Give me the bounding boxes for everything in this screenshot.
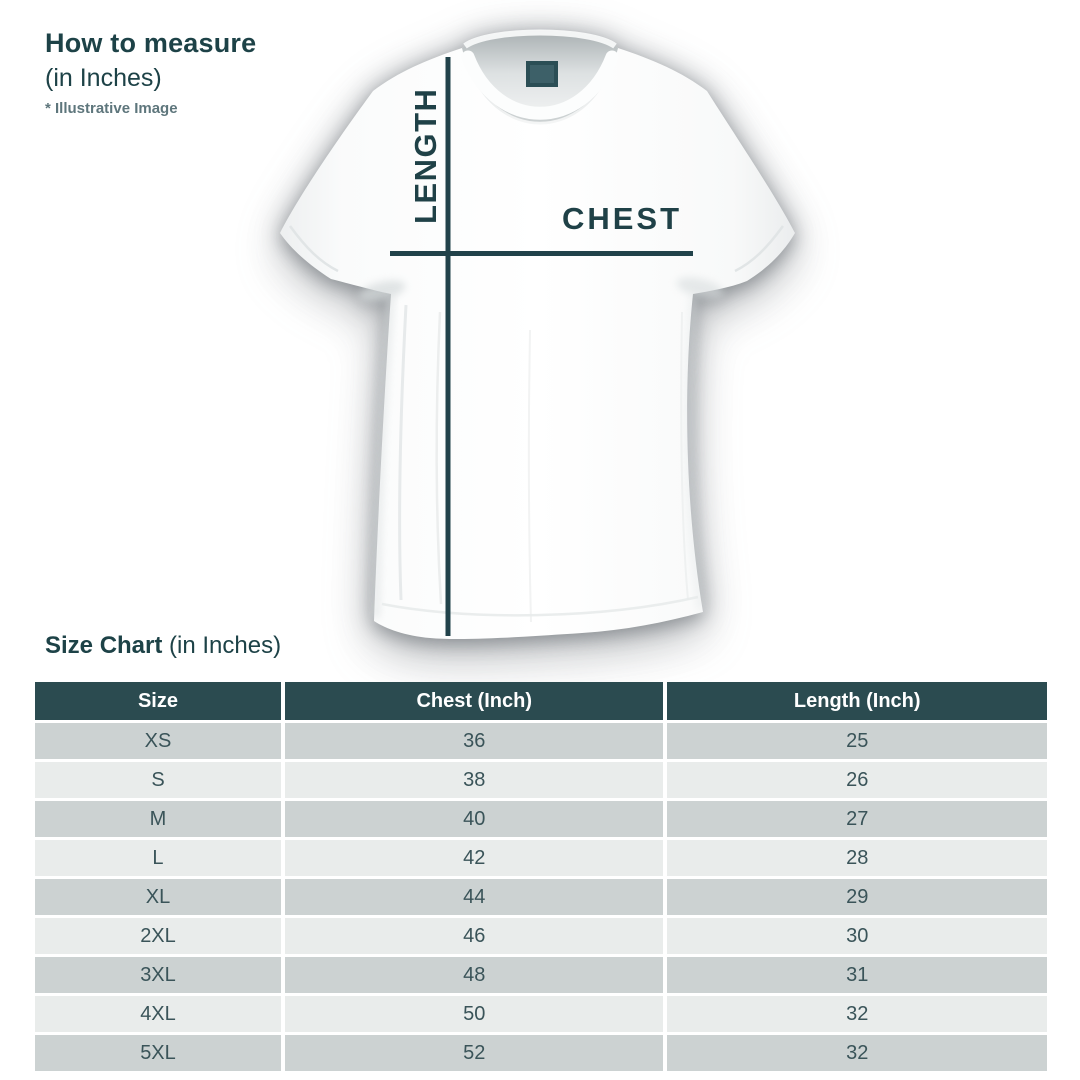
table-cell: 27 bbox=[667, 801, 1047, 837]
tshirt-svg bbox=[230, 0, 870, 690]
table-cell: 2XL bbox=[35, 918, 281, 954]
table-cell: 31 bbox=[667, 957, 1047, 993]
table-cell: XL bbox=[35, 879, 281, 915]
tshirt-measure-illustration bbox=[230, 0, 870, 690]
table-cell: 36 bbox=[285, 723, 664, 759]
size-chart-title-units: (in Inches) bbox=[162, 632, 282, 659]
table-cell: L bbox=[35, 840, 281, 876]
table-cell: S bbox=[35, 762, 281, 798]
table-cell: 40 bbox=[285, 801, 664, 837]
size-chart-title bbox=[45, 632, 281, 660]
table-cell: 52 bbox=[285, 1035, 664, 1071]
collar-tag-inner bbox=[530, 65, 554, 83]
table-cell: 32 bbox=[667, 1035, 1047, 1071]
table-row bbox=[35, 840, 1047, 876]
table-cell: 29 bbox=[667, 879, 1047, 915]
table-cell: 4XL bbox=[35, 996, 281, 1032]
table-row bbox=[35, 996, 1047, 1032]
table-row bbox=[35, 723, 1047, 759]
size-chart-table-body bbox=[35, 723, 1047, 1071]
table-cell: 44 bbox=[285, 879, 664, 915]
table-cell: 38 bbox=[285, 762, 664, 798]
table-row bbox=[35, 918, 1047, 954]
table-cell: 32 bbox=[667, 996, 1047, 1032]
illustrative-image-note: * Illustrative Image bbox=[45, 100, 178, 117]
column-header: Chest (Inch) bbox=[285, 682, 664, 720]
table-cell: 48 bbox=[285, 957, 664, 993]
column-header: Length (Inch) bbox=[667, 682, 1047, 720]
table-cell: 26 bbox=[667, 762, 1047, 798]
how-to-measure-header bbox=[45, 28, 256, 117]
table-row bbox=[35, 879, 1047, 915]
table-row bbox=[35, 957, 1047, 993]
table-cell: 3XL bbox=[35, 957, 281, 993]
table-cell: 5XL bbox=[35, 1035, 281, 1071]
length-label: LENGTH bbox=[408, 87, 443, 224]
column-header: Size bbox=[35, 682, 281, 720]
chest-measure-line bbox=[390, 251, 693, 256]
length-measure-line bbox=[446, 57, 451, 636]
size-chart-title-bold: Size Chart bbox=[45, 632, 163, 659]
table-row bbox=[35, 801, 1047, 837]
table-cell: M bbox=[35, 801, 281, 837]
header-row bbox=[35, 682, 1047, 720]
table-row bbox=[35, 1035, 1047, 1071]
chest-label: CHEST bbox=[561, 201, 683, 236]
table-cell: 28 bbox=[667, 840, 1047, 876]
page-subtitle: (in Inches) bbox=[45, 64, 162, 92]
table-cell: XS bbox=[35, 723, 281, 759]
page-title: How to measure bbox=[45, 28, 257, 58]
table-cell: 46 bbox=[285, 918, 664, 954]
size-chart-table-head bbox=[35, 682, 1047, 720]
table-cell: 50 bbox=[285, 996, 664, 1032]
table-cell: 42 bbox=[285, 840, 664, 876]
tshirt-graphic bbox=[280, 31, 795, 639]
table-row bbox=[35, 762, 1047, 798]
table-cell: 30 bbox=[667, 918, 1047, 954]
size-chart-table bbox=[31, 679, 1051, 1074]
table-cell: 25 bbox=[667, 723, 1047, 759]
